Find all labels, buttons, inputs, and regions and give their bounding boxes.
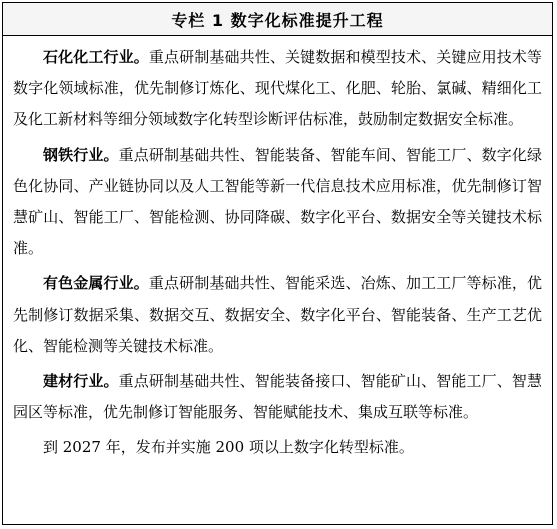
section-body: 重点研制基础共性、关键数据和模型技术、关键应用技术等数字化领域标准，优先制修订炼化、现代煤化工、化肥、轮胎、氯碱、精细化工及化工新材料等细分领域数字化转型诊断评估标准，鼓励制定数据安全标准。: [13, 48, 542, 129]
section-body: 重点研制基础共性、智能装备、智能车间、智能工厂、数字化绿色化协同、产业链协同以及人工智能等新一代信息技术应用标准，优先制修订智慧矿山、智能工厂、智能检测、协同降碳、数字化平台、数据安全等关键技术标准。: [13, 145, 542, 258]
column-title: 专栏 1 数字化标准提升工程: [3, 3, 552, 36]
section-body: 重点研制基础共性、智能装备接口、智能矿山、智能工厂、智慧园区等标准，优先制修订智能服务、智能赋能技术、集成互联等标准。: [13, 372, 542, 422]
section-petrochemical: [13, 42, 542, 136]
column-content: [3, 36, 552, 464]
section-lead: 石化化工行业。: [43, 48, 149, 66]
section-building-materials: [13, 366, 542, 428]
section-lead: 有色金属行业。: [43, 274, 149, 293]
section-body: 重点研制基础共性、智能采选、冶炼、加工工厂等标准，优先制修订数据采集、数据交互、数据安全、数字化平台、智能装备、生产工艺优化、智能检测等关键技术标准。: [13, 274, 542, 355]
section-lead: 钢铁行业。: [43, 145, 119, 164]
section-steel: [13, 140, 542, 265]
section-nonferrous: [13, 268, 542, 362]
section-lead: 建材行业。: [43, 372, 119, 391]
column-box: [2, 2, 553, 525]
summary-text: 到 2027 年，发布并实施 200 项以上数字化转型标准。: [43, 438, 414, 457]
